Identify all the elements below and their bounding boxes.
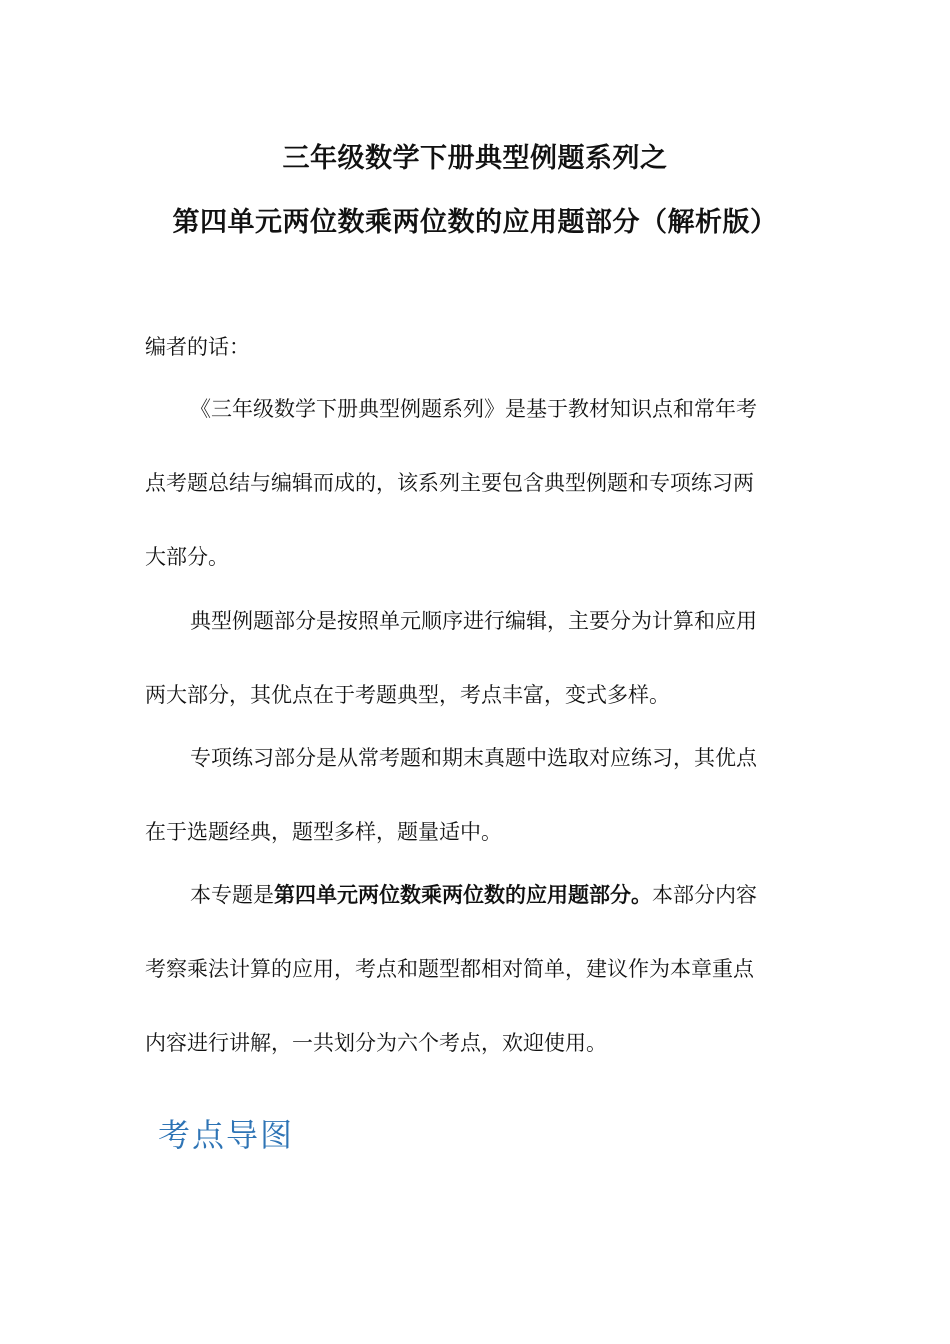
paragraph-4-suffix: 本部分内容 (652, 883, 757, 907)
paragraph-2-line-2: 两大部分，其优点在于考题典型，考点丰富，变式多样。 (145, 683, 670, 707)
paragraph-1-line-3: 大部分。 (145, 545, 229, 569)
document-title-line-1: 三年级数学下册典型例题系列之 (282, 143, 668, 174)
paragraph-4-prefix: 本专题是 (190, 883, 274, 907)
paragraph-4-line-1 (190, 880, 795, 910)
paragraph-1-line-1: 《三年级数学下册典型例题系列》是基于教材知识点和常年考 (190, 397, 757, 421)
paragraph-1-line-2: 点考题总结与编辑而成的，该系列主要包含典型例题和专项练习两 (145, 471, 754, 495)
paragraph-4-line-3: 内容进行讲解，一共划分为六个考点，欢迎使用。 (145, 1031, 607, 1055)
paragraph-3-line-2: 在于选题经典，题型多样，题量适中。 (145, 820, 502, 844)
paragraph-2-line-1: 典型例题部分是按照单元顺序进行编辑，主要分为计算和应用 (190, 609, 757, 633)
paragraph-3-line-1: 专项练习部分是从常考题和期末真题中选取对应练习，其优点 (190, 746, 757, 770)
editor-label: 编者的话： (145, 335, 250, 359)
paragraph-4-emphasis: 第四单元两位数乘两位数的应用题部分。 (274, 883, 652, 907)
document-title-line-2: 第四单元两位数乘两位数的应用题部分（解析版） (172, 207, 778, 238)
section-heading-mind-map: 考点导图 (158, 1116, 295, 1154)
paragraph-4-line-2: 考察乘法计算的应用，考点和题型都相对简单，建议作为本章重点 (145, 957, 754, 981)
